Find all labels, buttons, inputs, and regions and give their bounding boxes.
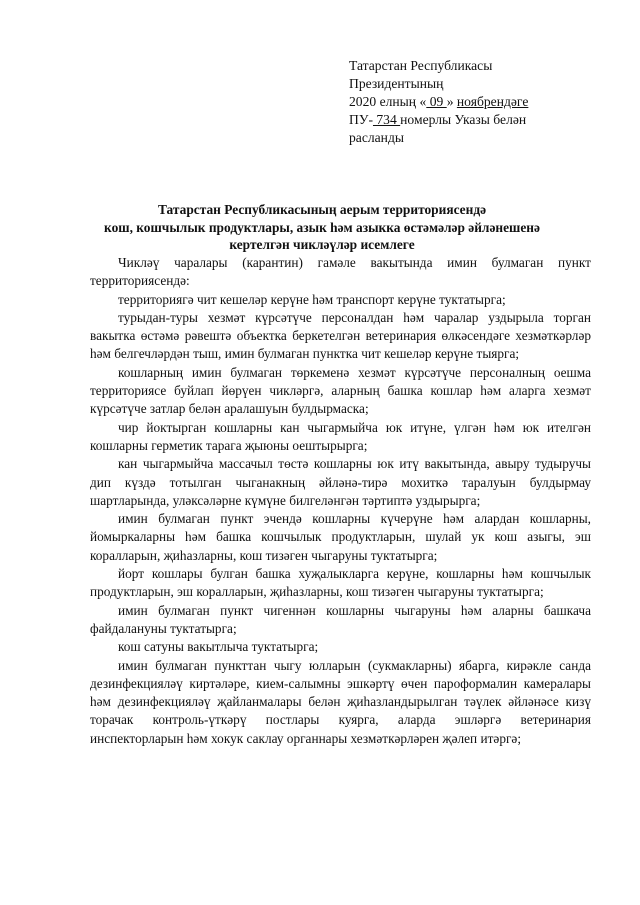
approval-line-date bbox=[349, 93, 589, 111]
date-quote: » bbox=[446, 94, 454, 109]
decree-prefix: ПУ- bbox=[349, 112, 373, 127]
paragraph-item: турыдан-туры хезмәт күрсәтүче персоналдан һәм чаралар уздырыла торган вакытка өстәмә рәвештә объектка беркетелгән ветеринария өлкәсендәге хезмәткәрләр һәм белгечләрдән тыш, имин булмаган пунктка чит кешеләр керүне тыярга; bbox=[90, 309, 591, 362]
approval-line-republic: Татарстан Республикасы bbox=[349, 58, 493, 73]
approval-line-approved: расланды bbox=[349, 130, 405, 145]
paragraph-item: чир йоктырган кошларны кан чыгармыйча юк итүне, үлгән һәм юк ителгән кошларны герметик тарага җыюны оештырырга; bbox=[90, 419, 591, 453]
approval-line-president: Президентының bbox=[349, 76, 444, 91]
date-day: 09 bbox=[426, 94, 447, 109]
title-line-2: кош, кошчылык продуктлары, азык һәм азыкка өстәмәләр әйләнешенә bbox=[104, 219, 540, 235]
title-line-1: Татарстан Республикасының аерым территориясендә bbox=[157, 202, 487, 217]
paragraph-item: кош сатуны вакытлыча туктатырга; bbox=[118, 639, 319, 655]
date-month: ноябрендәге bbox=[456, 94, 529, 109]
paragraph-item: имин булмаган пункт чигеннән кошларны чыгаруны һәм аларны башкача файдалануны туктатырга; bbox=[90, 602, 591, 636]
approval-stamp-block bbox=[349, 57, 589, 147]
paragraph-intro: Чикләү чаралары (карантин) гамәле вакытында имин булмаган пункт территориясендә: bbox=[90, 255, 591, 289]
paragraph-item: имин булмаган пункт эчендә кошларны күчерүне һәм алардан кошларны, йомыркаларны һәм башка кошчылык продуктларын, шулай ук кош азыгы, эш коралларын, җиһазларны, кош тизәген чыгаруны туктатырга; bbox=[90, 511, 591, 563]
decree-number: 734 bbox=[372, 112, 401, 127]
date-prefix: 2020 елның « bbox=[349, 94, 427, 109]
document-body bbox=[90, 254, 591, 748]
paragraph-item: кан чыгармыйча массачыл төстә кошларны юк итү вакытында, авыру тудыручы дип күздә тотылган чыганакның әйләнә-тирә мохиткә таралуын булдырмау шартларында, уләксәләрне күмүне билгеләнгән тәртиптә уздырырга; bbox=[90, 456, 591, 508]
approval-line-decree bbox=[349, 111, 589, 129]
document-title bbox=[70, 201, 574, 254]
paragraph-item: йорт кошлары булган башка хуҗалыкларга керүне, кошларны һәм кошчылык продуктларын, эш коралларын, җиһазларны, кош тизәген чыгаруны туктатырга; bbox=[90, 566, 591, 600]
paragraph-item: территориягә чит кешеләр керүне һәм транспорт керүне туктатырга; bbox=[118, 291, 506, 307]
decree-suffix: номерлы Указы белән bbox=[400, 112, 527, 127]
paragraph-item: имин булмаган пункттан чыгу юлларын (сукмакларны) ябарга, кирәкле санда дезинфекцияләү киртәләре, кием-салымны эшкәртү өчен пароформалин камералары һәм дезинфекцияләү җайланмалары белән җиһазландырылган тәүлек әйләнәсе кизү торачак контроль-үткәрү постлары куярга, аларда эшләргә ветеринария инспекторларын һәм хокук саклау органнары хезмәткәрләрен җәлеп итәргә; bbox=[90, 657, 591, 746]
title-line-3: кертелгән чикләүләр исемлеге bbox=[229, 237, 415, 253]
paragraph-item: кошларның имин булмаган төркеменә хезмәт күрсәтүче персоналның оешма территориясе буйлап йөрүен чикләргә, аларның башка кошлар һәм аларга хезмәт күрсәтүче затлар белән аралашуын булдырмаска; bbox=[90, 364, 591, 417]
